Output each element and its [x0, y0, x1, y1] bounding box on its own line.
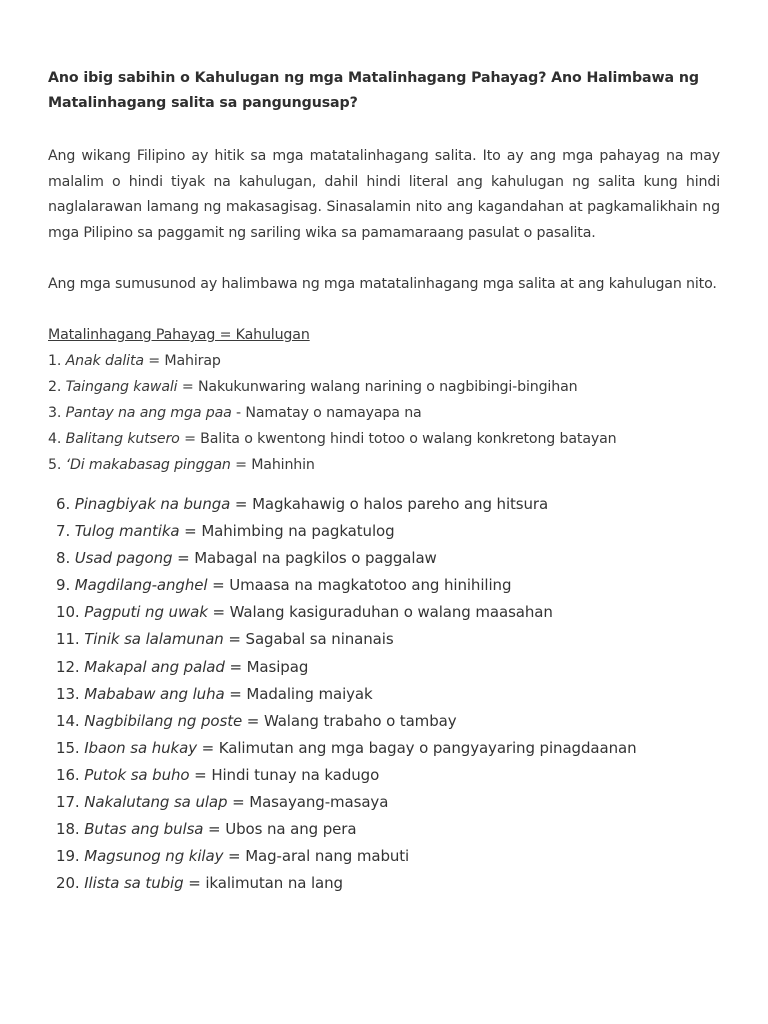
item-separator: =	[223, 630, 246, 649]
item-term: Makapal ang palad	[84, 657, 225, 676]
item-number: 4.	[48, 431, 66, 447]
item-number: 18.	[56, 820, 85, 839]
item-number: 15.	[56, 738, 85, 757]
list-item	[56, 572, 720, 599]
list-item	[48, 374, 720, 400]
item-meaning: Walang kasiguraduhan o walang maasahan	[229, 603, 553, 622]
list-item	[56, 735, 720, 762]
item-separator: =	[227, 793, 250, 812]
item-meaning: Balita o kwentong hindi totoo o walang konkretong batayan	[200, 431, 617, 447]
item-term: Ilista sa tubig	[84, 874, 184, 893]
idiom-list-part-2	[56, 491, 720, 897]
item-separator: =	[172, 549, 195, 568]
item-separator: =	[179, 522, 202, 541]
list-item	[56, 491, 720, 518]
item-separator: =	[230, 457, 252, 473]
item-term: Butas ang bulsa	[84, 820, 204, 839]
list-item	[56, 654, 720, 681]
item-meaning: Ubos na ang pera	[225, 820, 357, 839]
item-number: 3.	[48, 405, 66, 421]
item-term: Nagbibilang ng poste	[84, 711, 243, 730]
list-item	[56, 789, 720, 816]
item-number: 7.	[56, 522, 75, 541]
item-term: Magsunog ng kilay	[84, 847, 224, 866]
item-term: Tinik sa lalamunan	[84, 630, 224, 649]
item-number: 16.	[56, 765, 85, 784]
item-number: 10.	[56, 603, 85, 622]
item-separator: =	[242, 711, 264, 730]
intro-paragraph: Ang wikang Filipino ay hitik sa mga matatalinhagang salita. Ito ay ang mga pahayag na may malalim o hindi tiyak na kahulugan, dahil hindi literal ang kahulugan ng salita kung hindi naglalarawan lamang ng makasagisag. Sinasalamin nito ang kagandahan at pagkamalikhain ng mga Pilipino sa paggamit ng sariling wika sa pamamaraang pasulat o pasalita.	[48, 148, 720, 241]
item-term: Pinagbiyak na bunga	[74, 495, 231, 513]
item-number: 5.	[48, 457, 66, 473]
item-number: 8.	[56, 549, 75, 568]
item-meaning: Umaasa na magkatotoo ang hinihiling	[229, 576, 512, 595]
list-item	[56, 870, 720, 897]
item-number: 6.	[56, 495, 75, 513]
item-meaning: Namatay o namayapa na	[245, 405, 422, 421]
item-term: Balitang kutsero	[65, 431, 180, 447]
item-term: Taingang kawali	[65, 379, 178, 395]
item-separator: =	[189, 765, 212, 784]
list-item	[56, 708, 720, 735]
item-term: Magdilang-anghel	[74, 576, 208, 595]
item-separator: =	[224, 684, 247, 703]
idiom-list-part-1	[48, 322, 720, 478]
item-separator: =	[196, 738, 219, 757]
item-number: 14.	[56, 711, 85, 730]
list-item	[56, 518, 720, 545]
list-item	[56, 762, 720, 789]
item-separator: =	[207, 603, 230, 622]
item-meaning: Hindi tunay na kadugo	[211, 765, 380, 784]
list-item	[56, 816, 720, 843]
item-separator: =	[143, 353, 165, 369]
item-separator: =	[177, 379, 198, 395]
item-term: Usad pagong	[74, 549, 173, 568]
item-term: Tulog mantika	[74, 522, 180, 541]
item-number: 2.	[48, 379, 66, 395]
item-meaning: Walang trabaho o tambay	[263, 711, 457, 730]
item-meaning: Masipag	[246, 657, 309, 676]
item-separator: =	[183, 874, 206, 893]
item-term: Pagputi ng uwak	[84, 603, 208, 622]
item-number: 1.	[48, 353, 66, 369]
item-meaning: Masayang-masaya	[249, 793, 389, 812]
item-separator: =	[179, 431, 201, 447]
list-item	[56, 681, 720, 708]
item-separator: =	[207, 576, 230, 595]
list-item	[48, 452, 720, 478]
item-meaning: Mahimbing na pagkatulog	[201, 522, 395, 541]
list-item	[48, 400, 720, 426]
item-term: Mababaw ang luha	[84, 684, 225, 703]
item-term: Pantay na ang mga paa	[65, 405, 232, 421]
item-separator: =	[203, 820, 226, 839]
lead-paragraph: Ang mga sumusunod ay halimbawa ng mga matatalinhagang mga salita at ang kahulugan nito.	[48, 276, 717, 292]
item-meaning: Mag-aral nang mabuti	[245, 847, 410, 866]
list-item	[48, 426, 720, 452]
item-number: 20.	[56, 874, 85, 893]
item-meaning: Mahinhin	[251, 457, 315, 473]
item-meaning: Mahirap	[164, 353, 221, 369]
item-meaning: Magkahawig o halos pareho ang hitsura	[252, 495, 549, 513]
list-header: Matalinhagang Pahayag = Kahulugan	[48, 327, 310, 343]
list-item	[56, 545, 720, 572]
list-item	[48, 348, 720, 374]
item-meaning: Sagabal sa ninanais	[245, 630, 394, 649]
item-number: 17.	[56, 793, 85, 812]
item-meaning: Madaling maiyak	[246, 684, 373, 703]
item-term: Putok sa buho	[84, 765, 190, 784]
item-meaning: Mabagal na pagkilos o paggalaw	[194, 549, 437, 568]
item-separator: =	[230, 495, 253, 513]
item-number: 12.	[56, 657, 85, 676]
item-separator: -	[231, 405, 246, 421]
item-meaning: ikalimutan na lang	[205, 874, 343, 893]
item-term: Anak dalita	[65, 353, 144, 369]
item-number: 11.	[56, 630, 85, 649]
list-item	[56, 599, 720, 626]
item-term: Ibaon sa hukay	[84, 738, 197, 757]
item-meaning: Nakukunwaring walang narining o nagbibingi-bingihan	[197, 379, 578, 395]
list-item	[56, 626, 720, 653]
item-meaning: Kalimutan ang mga bagay o pangyayaring pinagdaanan	[218, 738, 637, 757]
item-separator: =	[224, 657, 247, 676]
item-term: Nakalutang sa ulap	[84, 793, 228, 812]
list-item	[56, 843, 720, 870]
item-number: 19.	[56, 847, 85, 866]
question-heading: Ano ibig sabihin o Kahulugan ng mga Matalinhagang Pahayag? Ano Halimbawa ng Matalinhagang salita sa pangungusap?	[48, 70, 699, 111]
item-term: ‘Di makabasag pinggan	[65, 457, 231, 473]
item-number: 9.	[56, 576, 75, 595]
item-number: 13.	[56, 684, 85, 703]
item-separator: =	[223, 847, 246, 866]
items-a-container	[48, 348, 720, 478]
